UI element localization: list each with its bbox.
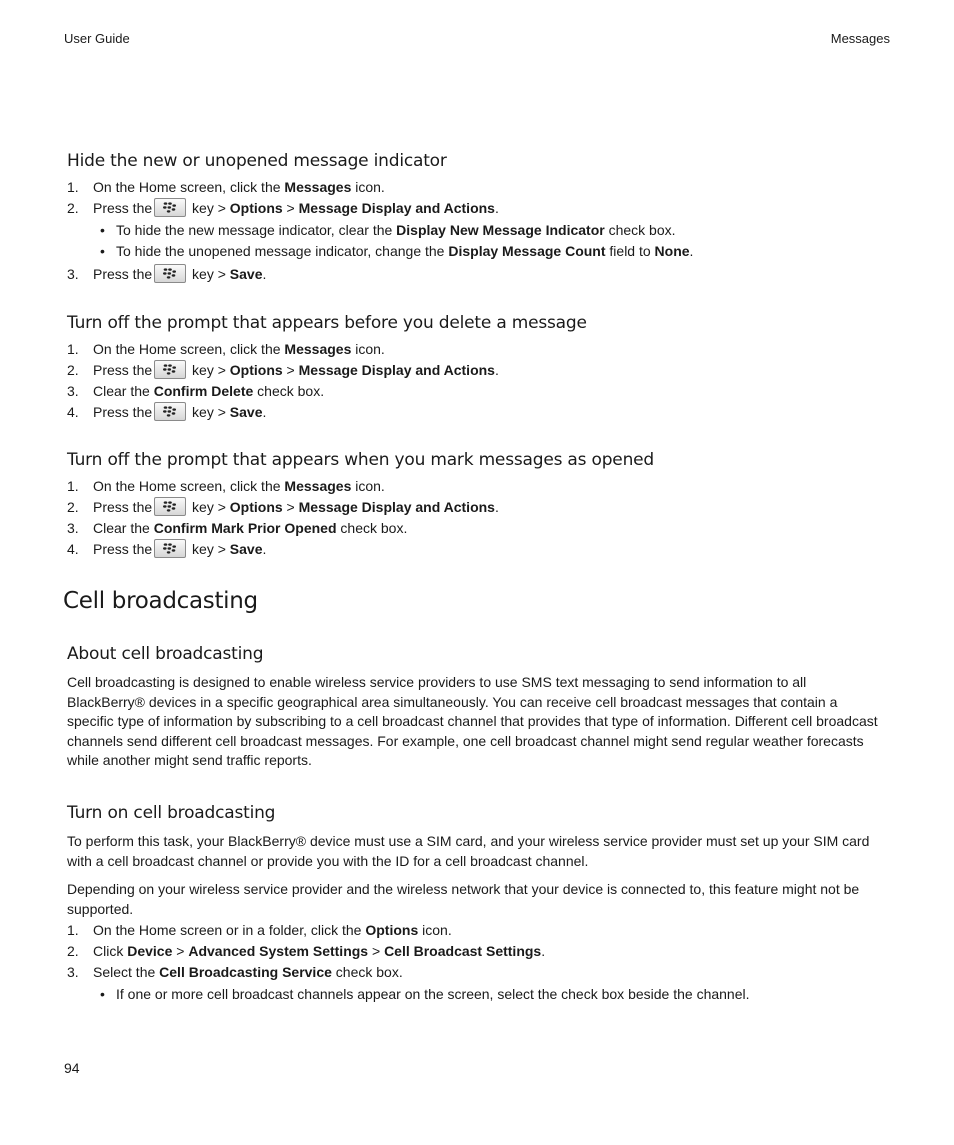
step-item: 4. Press the key > Save. — [67, 541, 267, 557]
step-item: 2. Press the key > Options > Message Display and Actions. — [67, 362, 499, 378]
section-turn-on-cell-broadcasting — [67, 803, 887, 1007]
step-item: 1. On the Home screen, click the Messages icon. — [67, 341, 385, 357]
step-item: 3. Select the Cell Broadcasting Service check box. • If one or more cell broadcast channels appear on the screen, select the check box beside the channel. — [67, 962, 887, 1004]
section-confirm-mark-opened — [67, 450, 887, 560]
bullet-item: • If one or more cell broadcast channels appear on the screen, select the check box beside the channel. — [100, 986, 750, 1002]
blackberry-menu-key-icon — [154, 539, 186, 558]
steps-list — [67, 339, 887, 422]
steps-list — [67, 920, 887, 1004]
steps-list — [67, 476, 887, 559]
section-heading: Turn off the prompt that appears before you delete a message — [67, 313, 587, 333]
blackberry-menu-key-icon — [154, 264, 186, 283]
steps-list — [67, 177, 887, 284]
blackberry-menu-key-icon — [154, 198, 186, 217]
step-item: 2. Press the key > Options > Message Display and Actions. • To hide the new message indicator, clear the Display New Message Indicator check box. • To hide the unopened message indicator, change the Display Message Count field to None. — [67, 198, 887, 261]
step-item: 3. Clear the Confirm Mark Prior Opened check box. — [67, 520, 408, 536]
section-heading: About cell broadcasting — [67, 644, 264, 664]
chapter-heading: Cell broadcasting — [63, 588, 258, 614]
section-hide-indicator — [67, 151, 887, 285]
body-paragraph: Depending on your wireless service provider and the wireless network that your device is connected to, this feature might not be supported. — [67, 881, 860, 917]
step-item: 3. Press the key > Save. — [67, 266, 267, 282]
step-item: 2. Click Device > Advanced System Settings > Cell Broadcast Settings. — [67, 943, 546, 959]
section-about-cell-broadcasting — [67, 644, 887, 771]
section-heading: Turn on cell broadcasting — [67, 803, 276, 823]
blackberry-menu-key-icon — [154, 402, 186, 421]
section-confirm-delete — [67, 313, 887, 423]
blackberry-menu-key-icon — [154, 360, 186, 379]
bullet-item: • To hide the unopened message indicator, change the Display Message Count field to None. — [100, 243, 694, 259]
step-item: 4. Press the key > Save. — [67, 404, 267, 420]
sub-bullet-list — [93, 220, 887, 261]
body-paragraph: To perform this task, your BlackBerry® device must use a SIM card, and your wireless service provider must set up your SIM card with a cell broadcast channel or provide you with the ID for a cell broadcast channel. — [67, 833, 870, 869]
step-item: 1. On the Home screen, click the Messages icon. — [67, 179, 385, 195]
step-item: 1. On the Home screen, click the Messages icon. — [67, 478, 385, 494]
page-number: 94 — [64, 1060, 80, 1076]
running-header-left: User Guide — [64, 31, 130, 46]
blackberry-menu-key-icon — [154, 497, 186, 516]
bullet-item: • To hide the new message indicator, clear the Display New Message Indicator check box. — [100, 222, 676, 238]
step-item: 1. On the Home screen or in a folder, click the Options icon. — [67, 922, 452, 938]
step-item: 2. Press the key > Options > Message Display and Actions. — [67, 499, 499, 515]
section-heading: Turn off the prompt that appears when you mark messages as opened — [67, 450, 654, 470]
sub-bullet-list — [93, 984, 887, 1004]
body-paragraph: Cell broadcasting is designed to enable wireless service providers to use SMS text messaging to send information to all BlackBerry® devices in a specific geographical area simultaneously. You can receive cell broadcast messages that contain a specific type of information by subscribing to a cell broadcast channel that provides that type of information. Different cell broadcast channels send different cell broadcast messages. For example, one cell broadcast channel might send regular weather forecasts while another might send traffic reports. — [67, 674, 878, 768]
section-heading: Hide the new or unopened message indicator — [67, 151, 447, 171]
running-header-right: Messages — [830, 31, 890, 46]
step-item: 3. Clear the Confirm Delete check box. — [67, 383, 325, 399]
